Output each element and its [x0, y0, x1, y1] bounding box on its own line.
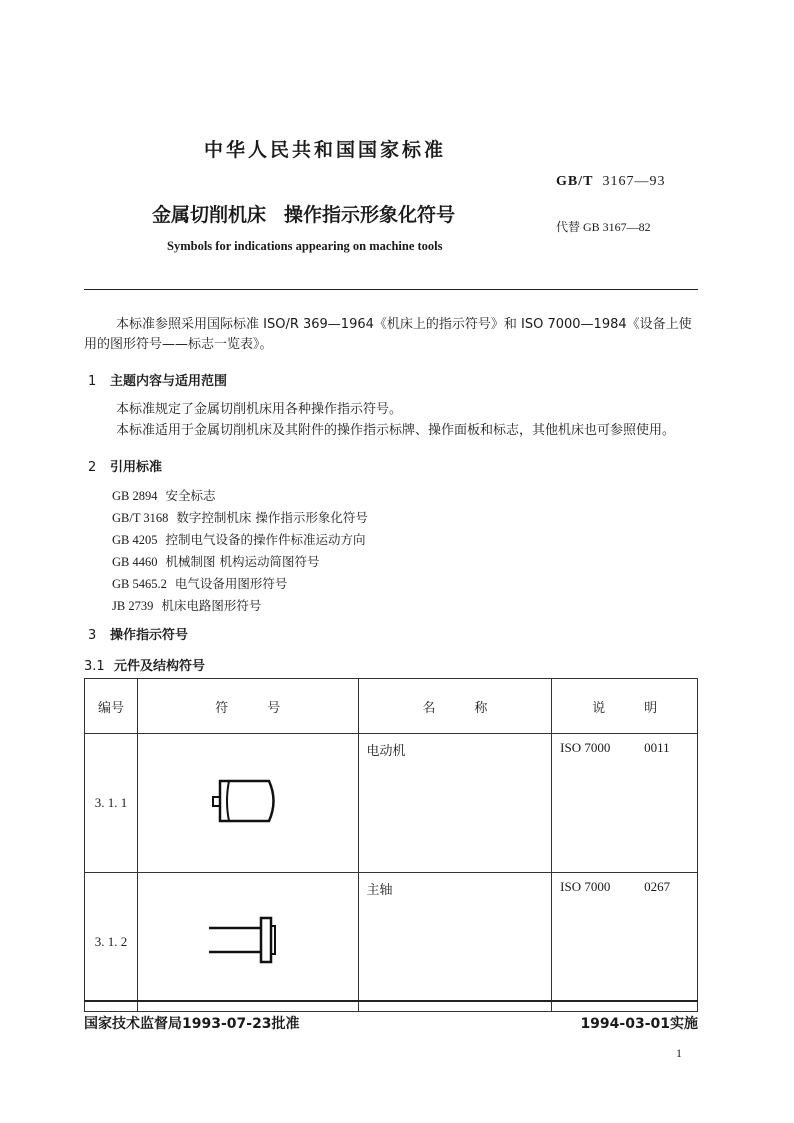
column-header: 说 明	[552, 679, 698, 734]
document-title-cn	[152, 200, 455, 227]
section-title: 引用标准	[110, 460, 163, 475]
section-number: 3.1	[84, 659, 105, 674]
replace-label: 代替	[556, 220, 581, 234]
table-row	[85, 873, 698, 1012]
spindle-icon	[203, 910, 293, 970]
reference-item: JB 2739 机床电路图形符号	[112, 598, 262, 613]
footer-divider	[84, 1000, 698, 1002]
row-number: 3. 1. 1	[85, 734, 138, 873]
symbol-cell	[137, 734, 358, 873]
title-part2: 操作指示形象化符号	[284, 204, 456, 226]
intro-paragraph: 本标准参照采用国际标准 ISO/R 369—1964《机床上的指示符号》和 ISO 7000—1984《设备上使用的图形符号——标志一览表》。	[84, 317, 692, 352]
symbol-table	[84, 678, 698, 1012]
implementation-date: 1994-03-01实施	[580, 1016, 698, 1032]
table-header-row	[85, 679, 698, 734]
page-number: 1	[676, 1046, 682, 1060]
header-divider	[84, 289, 698, 290]
column-header: 编号	[85, 679, 138, 734]
note-standard: ISO 7000	[560, 740, 611, 755]
section-number: 3	[88, 628, 97, 643]
section-title: 元件及结构符号	[114, 659, 206, 674]
note-standard: ISO 7000	[560, 879, 611, 894]
section-number: 2	[88, 460, 97, 475]
reference-item: GB 5465.2 电气设备用图形符号	[112, 576, 288, 591]
symbol-name: 主轴	[358, 873, 552, 1012]
table-row	[85, 734, 698, 873]
column-header: 符 号	[137, 679, 358, 734]
replaces-standard	[556, 218, 651, 235]
document-title-en: Symbols for indications appearing on machine tools	[167, 239, 443, 253]
reference-item: GB 2894 安全标志	[112, 488, 216, 503]
symbol-note	[552, 734, 698, 873]
approval-line: 国家技术监督局1993-07-23批准	[84, 1016, 300, 1032]
reference-item: GB/T 3168 数字控制机床 操作指示形象化符号	[112, 510, 368, 525]
note-code: 0011	[644, 740, 670, 755]
standard-code: 3167—93	[602, 174, 666, 189]
motor-icon	[203, 771, 293, 831]
section-1-paragraph-1: 本标准规定了金属切削机床用各种操作指示符号。	[116, 402, 403, 417]
section-number: 1	[88, 374, 97, 389]
note-code: 0267	[644, 879, 671, 894]
symbol-name: 电动机	[358, 734, 552, 873]
section-1-paragraph-2: 本标准适用于金属切削机床及其附件的操作指示标牌、操作面板和标志，其他机床也可参照使用。	[116, 423, 676, 438]
section-3-1-heading	[84, 655, 205, 674]
symbol-cell	[137, 873, 358, 1012]
column-header: 名 称	[358, 679, 552, 734]
symbol-note	[552, 873, 698, 1012]
replace-code: GB 3167—82	[583, 220, 651, 234]
standard-number	[556, 174, 665, 190]
section-title: 主题内容与适用范围	[110, 374, 228, 389]
section-1-heading	[88, 370, 227, 389]
national-standard-title: 中华人民共和国国家标准	[203, 139, 446, 161]
reference-item: GB 4460 机械制图 机构运动简图符号	[112, 554, 320, 569]
section-title: 操作指示符号	[110, 628, 189, 643]
row-number: 3. 1. 2	[85, 873, 138, 1012]
standard-prefix: GB/T	[556, 174, 594, 189]
reference-list	[112, 485, 368, 617]
section-2-heading	[88, 456, 162, 475]
title-part1: 金属切削机床	[152, 204, 267, 226]
reference-item: GB 4205 控制电气设备的操作件标准运动方向	[112, 532, 366, 547]
section-3-heading	[88, 624, 188, 643]
